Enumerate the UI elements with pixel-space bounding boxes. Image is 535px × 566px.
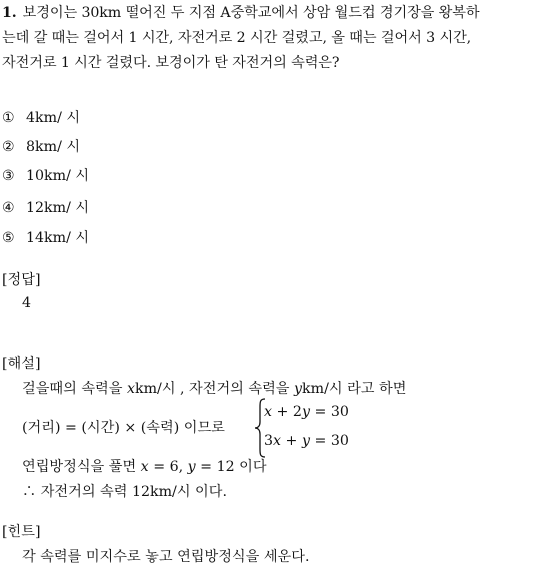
eq2-var-x: x: [273, 433, 282, 449]
option-2-marker: ②: [2, 139, 15, 155]
option-4-text: 12km/ 시: [26, 200, 90, 216]
option-5-marker: ⑤: [2, 230, 15, 246]
option-1-text: 4km/ 시: [26, 110, 81, 126]
var-x: x: [126, 381, 135, 397]
equation-1: [264, 404, 349, 420]
question-line-1: [2, 2, 480, 22]
eq1-var-x: x: [264, 404, 273, 420]
answer-label: [정답]: [2, 272, 41, 288]
option-3-marker: ③: [2, 168, 15, 184]
explanation-line-3-part-a: 연립방정식을 풀면: [22, 459, 141, 475]
explanation-line-1-part-b: km/시 , 자전거의 속력을: [134, 381, 295, 397]
option-4-marker: ④: [2, 200, 15, 216]
explanation-line-1-part-c: km/시 라고 하면: [302, 381, 407, 397]
option-4: [2, 197, 89, 217]
eq2-var-y: y: [301, 433, 310, 449]
explanation-conclusion: ∴ 자전거의 속력 12km/시 이다.: [22, 484, 227, 500]
option-1: [2, 107, 80, 127]
option-3-text: 10km/ 시: [26, 168, 90, 184]
solution-var-x: x: [140, 459, 149, 475]
explanation-line-2: (거리) = (시간) × (속력) 이므로: [22, 420, 225, 436]
answer-value: 4: [22, 295, 32, 311]
explanation-line-1: [22, 378, 406, 398]
question-text-1: 보경이는 30km 떨어진 두 지점 A중학교에서 상암 월드컵 경기장을 왕복하: [22, 5, 480, 21]
equation-2: [264, 433, 349, 449]
explanation-label: [해설]: [2, 356, 41, 372]
hint-text: 각 속력를 미지수로 놓고 연립방정식을 세운다.: [22, 549, 310, 565]
hint-label: [힌트]: [2, 524, 41, 540]
question-line-2: 는데 갈 때는 걸어서 1 시간, 자전거로 2 시간 걸렸고, 올 때는 걸어서 3 시간,: [2, 30, 472, 46]
option-2-text: 8km/ 시: [26, 139, 81, 155]
explanation-line-3: [22, 456, 267, 476]
option-3: [2, 165, 89, 185]
solution-var-y: y: [187, 459, 196, 475]
eq1-var-y: y: [301, 404, 310, 420]
var-y: y: [294, 381, 303, 397]
explanation-line-1-part-a: 걸을때의 속력을: [22, 381, 127, 397]
option-2: [2, 136, 80, 156]
eq2-end: = 30: [309, 433, 349, 449]
eq2-mid: +: [281, 433, 302, 449]
explanation-line-3-part-b: = 6,: [148, 459, 188, 475]
question-number: 1.: [2, 5, 17, 21]
option-5: [2, 227, 89, 247]
eq2-coef: 3: [264, 433, 274, 449]
eq1-end: = 30: [309, 404, 349, 420]
eq1-mid: + 2: [272, 404, 302, 420]
question-line-3: 자전거로 1 시간 걸렸다. 보경이가 탄 자전거의 속력은?: [2, 55, 340, 71]
explanation-line-3-part-c: = 12 이다: [195, 459, 267, 475]
option-1-marker: ①: [2, 110, 15, 126]
option-5-text: 14km/ 시: [26, 230, 90, 246]
